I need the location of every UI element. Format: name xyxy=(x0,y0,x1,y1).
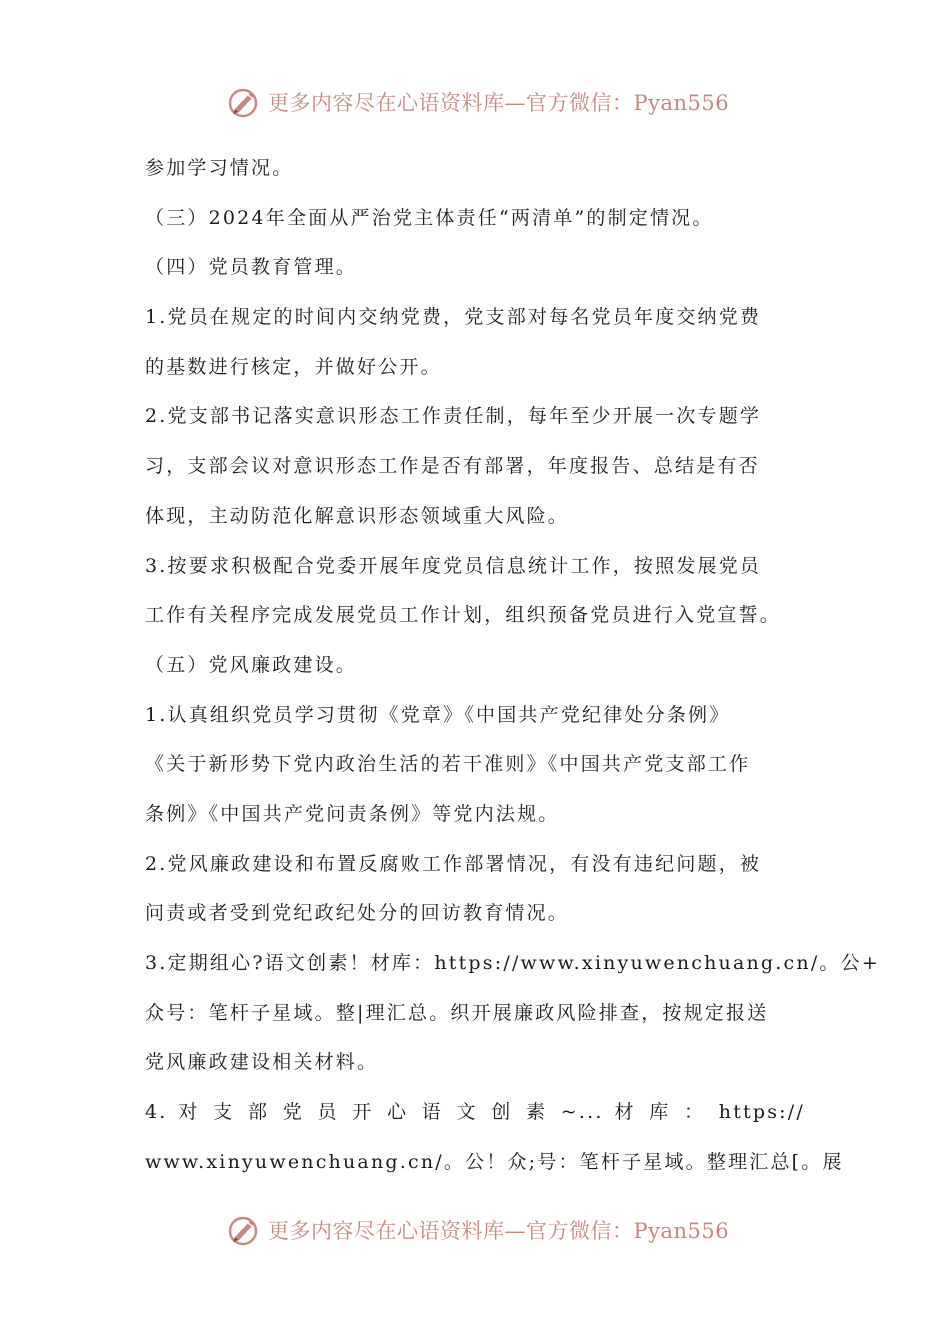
text-line: 1.党员在规定的时间内交纳党费，党支部对每名党员年度交纳党费 xyxy=(145,306,762,329)
text-line: （五）党风廉政建设。 xyxy=(145,653,358,676)
text-line: 2.党风廉政建设和布置反腐败工作部署情况，有没有违纪问题，被 xyxy=(145,852,762,875)
header-banner xyxy=(226,82,729,122)
text-line: 4. 对 支 部 党 员 开 心 语 文 创 素 ~... 材 库 ： https:// xyxy=(145,1101,805,1124)
text-line: 众号：笔杆子星域。整|理汇总。织开展廉政风险排查，按规定报送 xyxy=(145,1001,769,1024)
header-banner-text: 更多内容尽在心语资料库—官方微信：Pyan556 xyxy=(268,91,730,115)
text-line: 3.定期组心?语文创素！材库：https://www.xinyuwenchuang.cn/。公+ xyxy=(145,952,880,974)
text-line: 工作有关程序完成发展党员工作计划，组织预备党员进行入党宣誓。 xyxy=(145,604,782,627)
text-line: （三）2024年全面从严治党主体责任“两清单”的制定情况。 xyxy=(145,206,714,229)
text-line: 3.按要求积极配合党委开展年度党员信息统计工作，按照发展党员 xyxy=(145,554,762,577)
text-line: 1.认真组织党员学习贯彻《党章》《中国共产党纪律处分条例》 xyxy=(145,703,731,726)
footer-banner xyxy=(226,1210,729,1250)
pen-circle-logo-icon xyxy=(226,1212,262,1248)
text-line: 习，支部会议对意识形态工作是否有部署，年度报告、总结是有否 xyxy=(145,455,760,478)
text-line: www.xinyuwenchuang.cn/。公！众;号：笔杆子星域。整理汇总[。展 xyxy=(145,1150,844,1173)
pen-circle-logo-icon xyxy=(226,84,262,120)
document-body xyxy=(145,144,880,1187)
text-line: 的基数进行核定，并做好公开。 xyxy=(145,355,442,378)
text-line: 体现，主动防范化解意识形态领域重大风险。 xyxy=(145,504,570,527)
text-line: 条例》《中国共产党问责条例》等党内法规。 xyxy=(145,802,560,825)
footer-banner-text: 更多内容尽在心语资料库—官方微信：Pyan556 xyxy=(268,1219,730,1243)
text-line: 问责或者受到党纪政纪处分的回访教育情况。 xyxy=(145,902,570,925)
text-line: 参加学习情况。 xyxy=(145,157,294,179)
text-line: 《关于新形势下党内政治生活的若干准则》《中国共产党支部工作 xyxy=(145,753,751,776)
text-line: （四）党员教育管理。 xyxy=(145,256,358,279)
text-line: 2.党支部书记落实意识形态工作责任制，每年至少开展一次专题学 xyxy=(145,405,762,428)
text-line: 党风廉政建设相关材料。 xyxy=(145,1051,379,1074)
